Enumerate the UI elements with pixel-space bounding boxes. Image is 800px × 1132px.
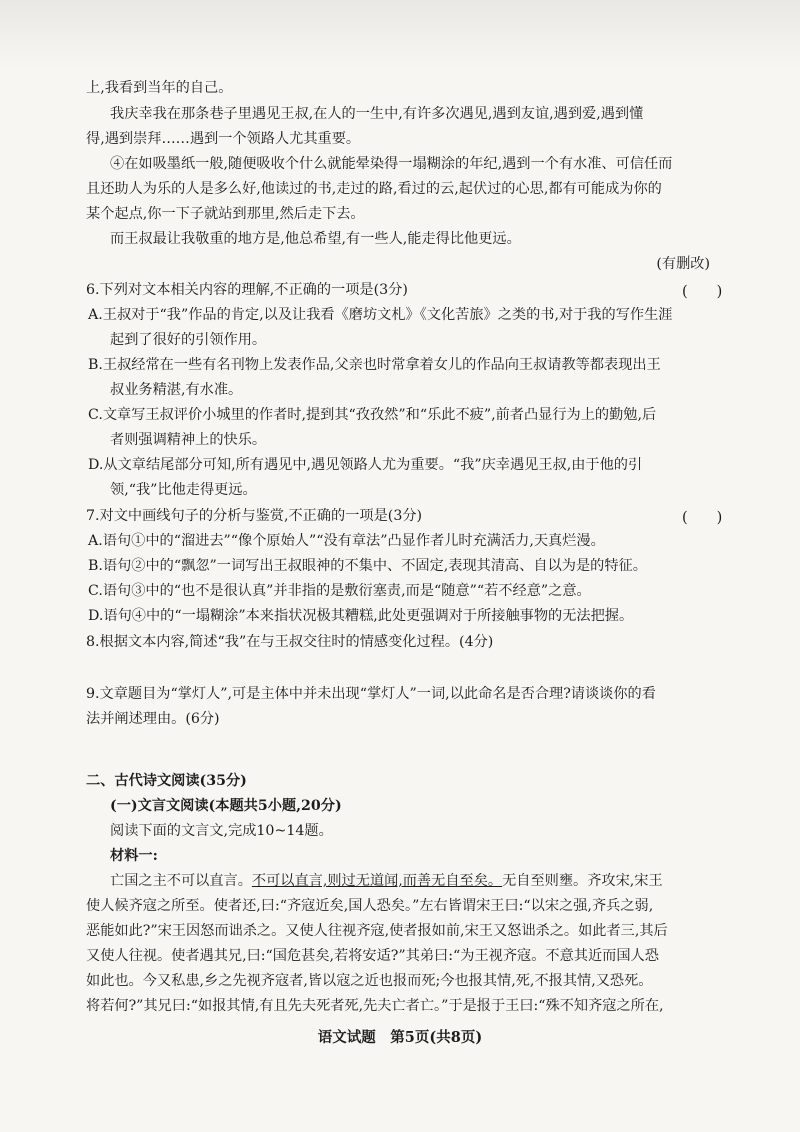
question-9-line: 法并阐述理由。(6分): [86, 711, 220, 727]
passage-line: 上,我看到当年的自己。: [86, 80, 233, 96]
q6-option-b: B.王叔经常在一些有名刊物上发表作品,父亲也时常拿着女儿的作品向王叔请教等都表现出王: [88, 357, 661, 373]
subsection-heading: (一)文言文阅读(本题共5小题,20分): [110, 798, 342, 814]
question-6-stem: 6.下列对文本相关内容的理解,不正确的一项是(3分): [86, 282, 408, 298]
q6-option-b-cont: 叔业务精湛,有水准。: [110, 382, 243, 398]
passage-line: 我庆幸我在那条巷子里遇见王叔,在人的一生中,有许多次遇见,遇到友谊,遇到爱,遇到懂: [110, 106, 644, 122]
classical-text-line: 恶能如此?”宋王因怒而诎杀之。又使人往视齐寇,使者报如前,宋王又怒诎杀之。如此者三,其后: [86, 923, 668, 939]
classical-text-part: 亡国之主不可以直言。: [110, 873, 252, 889]
top-shadow: [0, 0, 800, 70]
q6-option-c: C.文章写王叔评价小城里的作者时,提到其“孜孜然”和“乐此不疲”,前者凸显行为上的勤勉,后: [88, 407, 657, 423]
q7-option-b: B.语句②中的“飘忽”一词写出王叔眼神的不集中、不固定,表现其清高、自以为是的特征。: [88, 558, 647, 574]
classical-text-line: 使人候齐寇之所至。使者还,曰:“齐寇近矣,国人恐矣。”左右皆谓宋王曰:“以宋之强,齐兵之弱,: [86, 898, 654, 914]
question-7-stem: 7.对文中画线句子的分析与鉴赏,不正确的一项是(3分): [86, 508, 423, 524]
underlined-sentence: 不可以直言,则过无道闻,而善无自至矣。: [251, 873, 503, 889]
classical-text-part: 无自至则壅。齐攻宋,宋王: [502, 873, 663, 889]
classical-text-line: 又使人往视。使者遇其兄,曰:“国危甚矣,若将安适?”其弟曰:“为王视齐寇。不意其近而国人恐: [86, 948, 659, 964]
question-9-line: 9.文章题目为“掌灯人”,可是主体中并未出现“掌灯人”一词,以此命名是否合理?请谈谈你的看: [86, 686, 656, 702]
q7-option-d: D.语句④中的“一塌糊涂”本来指状况极其糟糕,此处更强调对于所接触事物的无法把握。: [88, 608, 634, 624]
q7-option-c: C.语句③中的“也不是很认真”并非指的是敷衍塞责,而是“随意”“若不经意”之意。: [88, 583, 591, 599]
q6-option-a: A.王叔对于“我”作品的肯定,以及让我看《磨坊文札》《文化苦旅》之类的书,对于我的写作生涯: [88, 307, 673, 323]
page-footer: 语文试题 第5页(共8页): [317, 1029, 483, 1046]
classical-text-line: 如此也。今又私患,乡之先视齐寇者,皆以寇之近也报而死;今也报其情,死,不报其情,又恐死。: [86, 973, 653, 989]
answer-paren: ( ): [682, 284, 723, 300]
source-note: (有删改): [656, 256, 710, 272]
passage-line: 某个起点,你一下子就站到那里,然后走下去。: [86, 206, 365, 222]
q6-option-d-cont: 领,“我”比他走得更远。: [110, 482, 257, 498]
passage-line: 且还助人为乐的人是多么好,他读过的书,走过的路,看过的云,起伏过的心思,都有可能成为你的: [86, 181, 662, 197]
section-heading: 二、古代诗文阅读(35分): [86, 773, 247, 789]
question-8: 8.根据文本内容,简述“我”在与王叔交往时的情感变化过程。(4分): [86, 634, 494, 650]
classical-text-line: 将若何?”其兄曰:“如报其情,有且先夫死者死,先夫亡者亡。”于是报于王曰:“殊不知齐寇之所在,: [86, 998, 664, 1014]
instruction: 阅读下面的文言文,完成10~14题。: [110, 823, 333, 839]
passage-line: 而王叔最让我敬重的地方是,他总希望,有一些人,能走得比他更远。: [110, 231, 521, 247]
q7-option-a: A.语句①中的“溜进去”“像个原始人”“没有章法”凸显作者儿时充满活力,天真烂漫。: [88, 533, 605, 549]
q6-option-d: D.从文章结尾部分可知,所有遇见中,遇见领路人尤为重要。“我”庆幸遇见王叔,由于他的引: [88, 457, 643, 473]
q6-option-c-cont: 者则强调精神上的快乐。: [110, 432, 267, 448]
material-label: 材料一:: [110, 848, 158, 864]
passage-line: ④在如吸墨纸一般,随便吸收个什么就能晕染得一塌糊涂的年纪,遇到一个有水准、可信任而: [110, 156, 673, 172]
classical-text-line: [110, 871, 750, 891]
passage-line: 得,遇到崇拜……遇到一个领路人尤其重要。: [86, 131, 361, 147]
answer-paren: ( ): [682, 510, 723, 526]
q6-option-a-cont: 起到了很好的引领作用。: [110, 332, 267, 348]
